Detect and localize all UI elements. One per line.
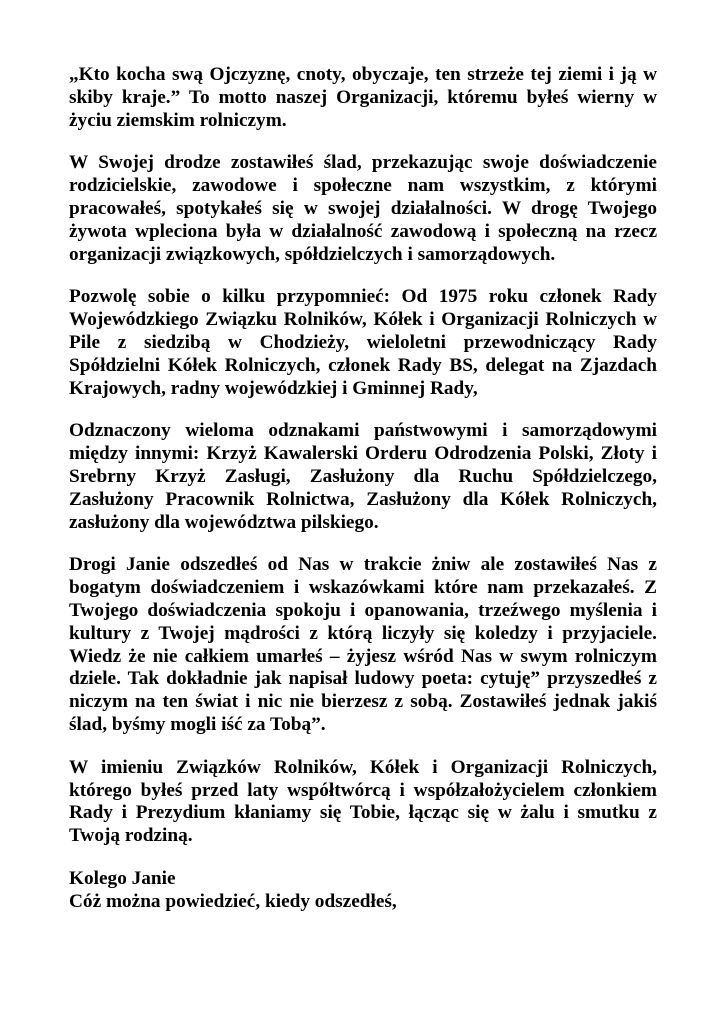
paragraph-farewell: Drogi Janie odszedłeś od Nas w trakcie żniw ale zostawiłeś Nas z bogatym doświadczeniem i wskazówkami które nam przekazałeś. Z Twojego doświadczenia spokoju i opanowania, trzeźwego myślenia i kultury z Twojej mądrości z którą liczyły się koledzy i przyjaciele. Wiedz że nie całkiem umarłeś – żyjesz wśród Nas w swym rolniczym dziele. Tak dokładnie jak napisał ludowy poeta: cytuję” przyszedłeś z niczym na ten świat i nic nie bierzesz z sobą. Zostawiłeś jednak jakiś ślad, byśmy mogli iść za Tobą”. [69,554,657,735]
paragraph-condolences: W imieniu Związków Rolników, Kółek i Organizacji Rolniczych, którego byłeś przed laty współtwórcą i współzałożycielem członkiem Rady i Prezydium kłaniamy się Tobie, łącząc się w żalu i smutku z Twoją rodziną. [69,756,657,847]
paragraph-career: Pozwolę sobie o kilku przypomnieć: Od 1975 roku członek Rady Wojewódzkiego Związku Rolników, Kółek i Organizacji Rolniczych w Pile z siedzibą w Chodzieży, wieloletni przewodniczący Rady Spółdzielni Kółek Rolniczych, członek Rady BS, delegat na Zjazdach Krajowych, radny wojewódzkiej i Gminnej Rady, [69,286,657,399]
paragraph-legacy: W Swojej drodze zostawiłeś ślad, przekazując swoje doświadczenie rodzicielskie, zawodowe i społeczne nam wszystkim, z którymi pracowałeś, spotykałeś się w swojej działalności. W drogę Twojego żywota wpleciona była w działalność zawodową i społeczną na rzecz organizacji związkowych, spółdzielczych i samorządowych. [69,152,657,265]
closing-last-line: Cóż można powiedzieć, kiedy odszedłeś, [69,890,397,912]
paragraph-awards: Odznaczony wieloma odznakami państwowymi i samorządowymi między innymi: Krzyż Kawalerski Orderu Odrodzenia Polski, Złoty i Srebrny Krzyż Zasługi, Zasłużony dla Ruchu Spółdzielczego, Zasłużony Pracownik Rolnictwa, Zasłużony dla Kółek Rolniczych, zasłużony dla województwa pilskiego. [69,420,657,533]
closing-greeting: Kolego Janie [69,867,176,889]
paragraph-motto: „Kto kocha swą Ojczyznę, cnoty, obyczaje, ten strzeże tej ziemi i ją w skiby kraje.” To motto naszej Organizacji, któremu byłeś wierny w życiu ziemskim rolniczym. [69,64,657,131]
